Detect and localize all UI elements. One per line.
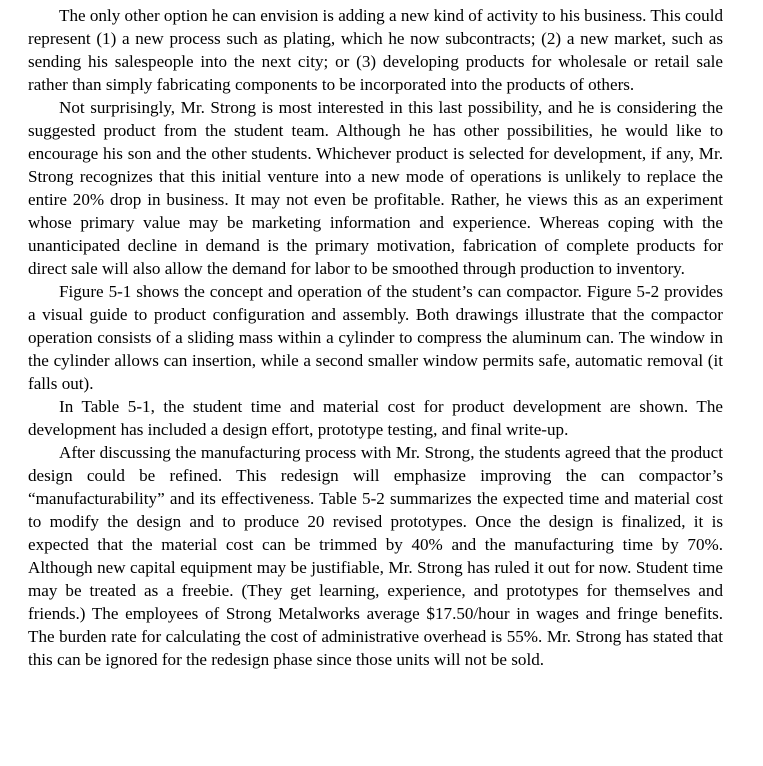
paragraph-redesign: After discussing the manufacturing process with Mr. Strong, the students agreed that the product design could be refined. This redesign will emphasize improving the can compactor’s “manufacturability” and its effectiveness. Table 5-2 summarizes the expected time and material cost to modify the design and to produce 20 revised prototypes. Once the design is finalized, it is expected that the material cost can be trimmed by 40% and the manufacturing time by 70%. Although new capital equipment may be justifiable, Mr. Strong has ruled it out for now. Student time may be treated as a freebie. (They get learning, experience, and prototypes for themselves and friends.) The employees of Strong Metalworks average $17.50/hour in wages and fringe benefits. The burden rate for calculating the cost of administrative overhead is 55%. Mr. Strong has stated that this can be ignored for the redesign phase since those units will not be sold. <box>28 443 723 669</box>
paragraph-mr-strong-interest: Not surprisingly, Mr. Strong is most interested in this last possibility, and he is considering the suggested product from the student team. Although he has other possibilities, he would like to encourage his son and the other students. Whichever product is selected for development, if any, Mr. Strong recognizes that this initial venture into a new mode of operations is unlikely to replace the entire 20% drop in business. It may not even be profitable. Rather, he views this as an experiment whose primary value may be marketing information and experience. Whereas coping with the unanticipated decline in demand is the primary motivation, fabrication of complete products for direct sale will also allow the demand for labor to be smoothed through production to inventory. <box>28 98 723 278</box>
paragraph-table-5-1: In Table 5-1, the student time and material cost for product development are shown. The development has included a design effort, prototype testing, and final write-up. <box>28 397 723 439</box>
paragraph-figure-description: Figure 5-1 shows the concept and operation of the student’s can compactor. Figure 5-2 provides a visual guide to product configuration and assembly. Both drawings illustrate that the compactor operation consists of a sliding mass within a cylinder to compress the aluminum can. The window in the cylinder allows can insertion, while a second smaller window permits safe, automatic removal (it falls out). <box>28 282 723 393</box>
paragraph-new-activity-options: The only other option he can envision is adding a new kind of activity to his business. This could represent (1) a new process such as plating, which he now subcontracts; (2) a new market, such as sending his salespeople into the next city; or (3) developing products for wholesale or retail sale rather than simply fabricating components to be incorporated into the products of others. <box>28 6 723 94</box>
